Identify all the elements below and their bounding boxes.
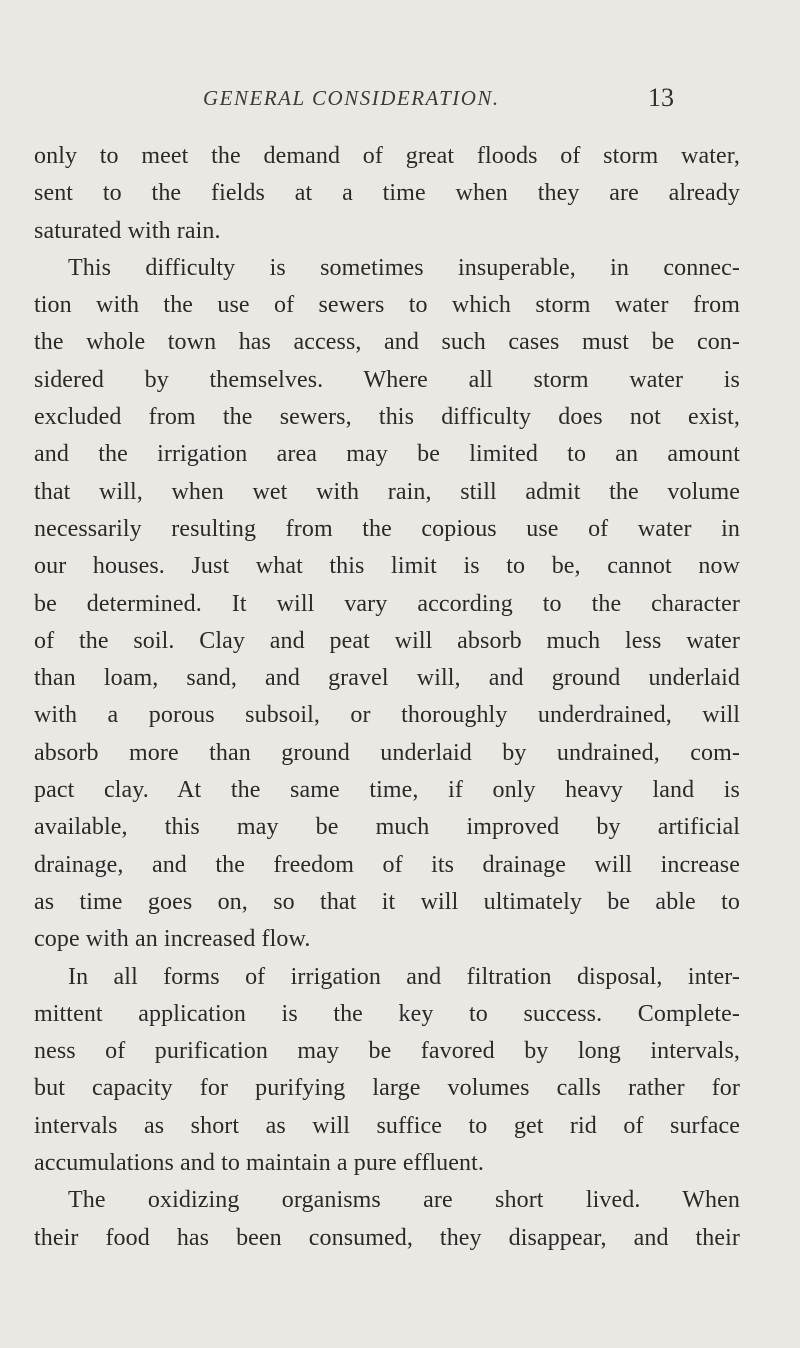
text-line: available, this may be much improved by artificial [34, 814, 740, 841]
text-line: our houses. Just what this limit is to be, cannot now [34, 553, 740, 580]
text-line: that will, when wet with rain, still admit the volume [34, 478, 740, 505]
text-line: of the soil. Clay and peat will absorb much less water [34, 627, 740, 654]
text-line: The oxidizing organisms are short lived. When [68, 1187, 740, 1214]
text-line: as time goes on, so that it will ultimately be able to [34, 888, 740, 915]
text-line: saturated with rain. [34, 217, 221, 244]
text-line: pact clay. At the same time, if only heavy land is [34, 777, 740, 804]
text-line: with a porous subsoil, or thoroughly underdrained, will [34, 702, 740, 729]
text-line: than loam, sand, and gravel will, and ground underlaid [34, 665, 740, 692]
text-line: mittent application is the key to success. Complete- [34, 1000, 740, 1027]
text-line: In all forms of irrigation and filtration disposal, inter- [68, 963, 740, 990]
text-line: sidered by themselves. Where all storm water is [34, 366, 740, 393]
text-line: necessarily resulting from the copious use of water in [34, 515, 740, 542]
text-line: the whole town has access, and such cases must be con- [34, 329, 740, 356]
text-line: cope with an increased flow. [34, 926, 311, 953]
text-line: sent to the fields at a time when they are already [34, 180, 740, 207]
text-line: accumulations and to maintain a pure effluent. [34, 1150, 485, 1177]
text-line: absorb more than ground underlaid by undrained, com- [34, 739, 740, 766]
text-line: their food has been consumed, they disappear, and their [34, 1224, 740, 1251]
text-line: be determined. It will vary according to the character [34, 590, 740, 617]
text-line: but capacity for purifying large volumes calls rather for [34, 1075, 740, 1102]
text-line: intervals as short as will suffice to get rid of surface [34, 1112, 740, 1139]
text-line: ness of purification may be favored by long intervals, [34, 1038, 740, 1065]
text-line: excluded from the sewers, this difficulty does not exist, [34, 404, 740, 431]
running-head: GENERAL CONSIDERATION. [203, 86, 500, 110]
body-text [34, 138, 740, 1257]
text-line: tion with the use of sewers to which storm water from [34, 292, 740, 319]
page-number: 13 [648, 83, 674, 112]
text-line: drainage, and the freedom of its drainage will increase [34, 851, 740, 878]
text-line: This difficulty is sometimes insuperable, in connec- [68, 254, 740, 281]
text-line: only to meet the demand of great floods of storm water, [34, 143, 740, 169]
text-line: and the irrigation area may be limited to an amount [34, 441, 740, 468]
